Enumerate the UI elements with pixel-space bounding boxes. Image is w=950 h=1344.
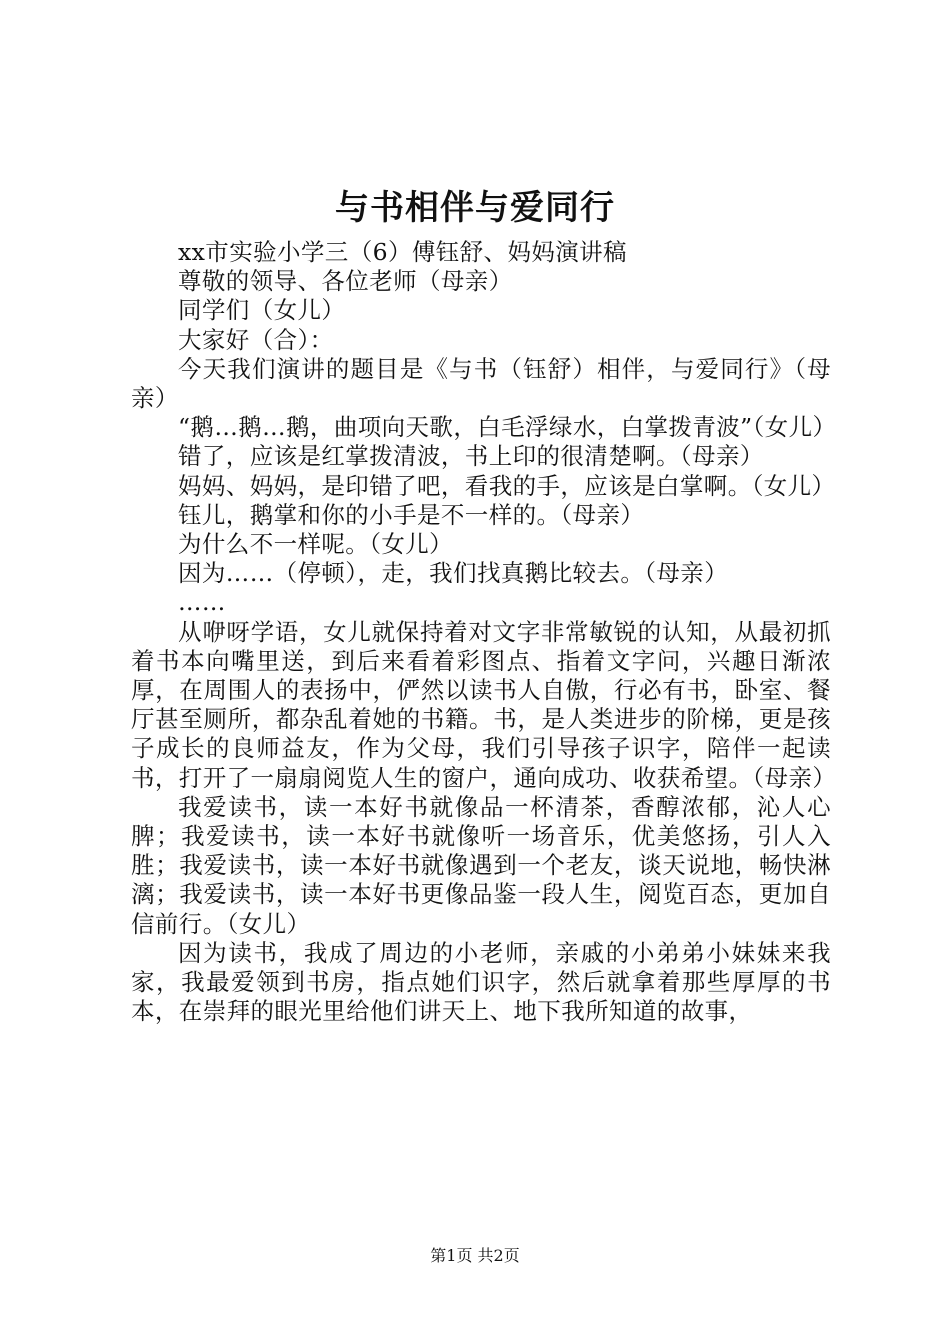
paragraph-mother-reading: 从咿呀学语，女儿就保持着对文字非常敏锐的认知，从最初抓着书本向嘴里送，到后来看着彩图点、指着文字问，兴趣日渐浓厚，在周围人的表扬中，俨然以读书人自傲，行必有书，卧室、餐厅甚至厕所，都杂乱着她的书籍。书，是人类进步的阶梯，更是孩子成长的良师益友，作为父母，我们引导孩子识字，陪伴一起读书，打开了一扇扇阅览人生的窗户，通向成功、收获希望。（母亲） <box>131 617 837 792</box>
paragraph-greeting-classmates: 同学们（女儿） <box>178 296 346 325</box>
paragraph-greeting-all: 大家好（合）： <box>178 325 334 354</box>
paragraph-greeting-leaders: 尊敬的领导、各位老师（母亲） <box>178 267 513 296</box>
paragraph-dialogue-1: 错了，应该是红掌拨清波，书上印的很清楚啊。（母亲） <box>178 442 764 471</box>
paragraph-ellipsis: …… <box>178 588 226 617</box>
paragraph-dialogue-3: 钰儿，鹅掌和你的小手是不一样的。（母亲） <box>178 500 645 529</box>
paragraph-dialogue-2: 妈妈、妈妈，是印错了吧，看我的手，应该是白掌啊。（女儿） <box>178 471 836 500</box>
document-title: 与书相伴与爱同行 <box>335 188 615 228</box>
paragraph-poem: “鹅…鹅…鹅，曲项向天歌，白毛浮绿水，白掌拨青波”（女儿） <box>178 413 837 442</box>
paragraph-dialogue-5: 因为……（停顿），走，我们找真鹅比较去。（母亲） <box>178 559 729 588</box>
document-body <box>131 238 837 1026</box>
paragraph-dialogue-4: 为什么不一样呢。（女儿） <box>178 530 454 559</box>
paragraph-daughter-reading: 我爱读书，读一本好书就像品一杯清茶，香醇浓郁，沁人心脾；我爱读书，读一本好书就像听一场音乐，优美悠扬，引人入胜；我爱读书，读一本好书就像遇到一个老友，谈天说地，畅快淋漓；我爱读书，读一本好书更像品鉴一段人生，阅览百态，更加自信前行。（女儿） <box>131 792 831 938</box>
paragraph-topic: 今天我们演讲的题目是《与书（钰舒）相伴，与爱同行》（母亲） <box>131 354 831 413</box>
page-footer: 第1页 共2页 <box>430 1246 520 1265</box>
paragraph-little-teacher: 因为读书，我成了周边的小老师，亲戚的小弟弟小妹妹来我家，我最爱领到书房，指点她们识字，然后就拿着那些厚厚的书本，在崇拜的眼光里给他们讲天上、地下我所知道的故事， <box>131 938 831 1026</box>
paragraph-heading-line: xx市实验小学三（6）傅钰舒、妈妈演讲稿 <box>178 238 627 266</box>
